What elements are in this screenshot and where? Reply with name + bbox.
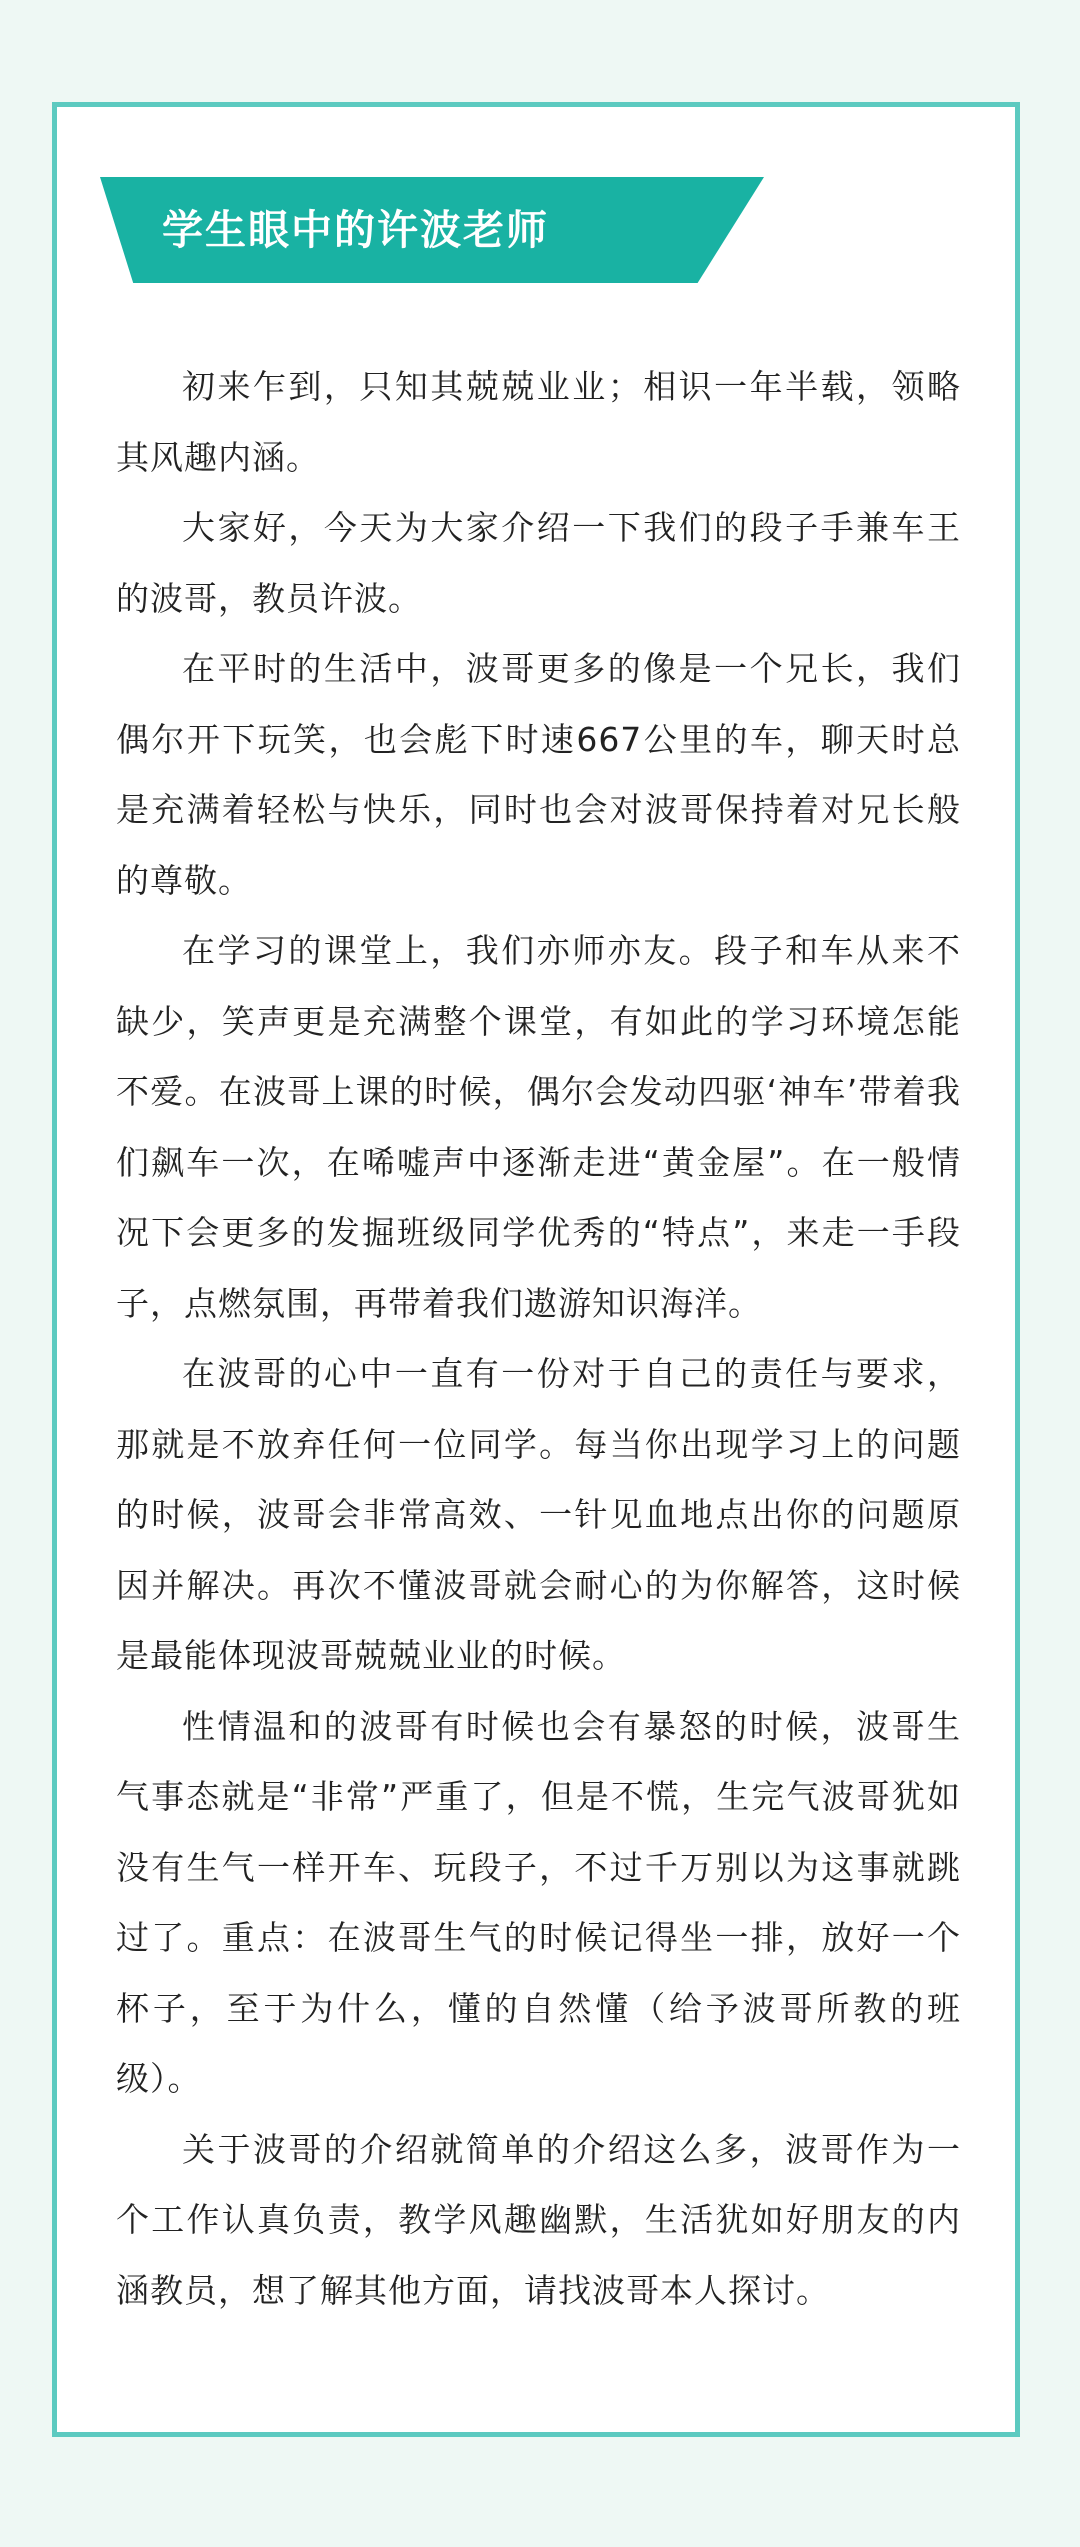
paragraph-2: 大家好，今天为大家介绍一下我们的段子手兼车王的波哥，教员许波。 [116,508,961,618]
article-body [116,352,961,2326]
paragraph-7: 关于波哥的介绍就简单的介绍这么多，波哥作为一个工作认真负责，教学风趣幽默，生活犹如好朋友的内涵教员，想了解其他方面，请找波哥本人探讨。 [116,2129,961,2310]
paragraph-4: 在学习的课堂上，我们亦师亦友。段子和车从来不缺少，笑声更是充满整个课堂，有如此的学习环境怎能不爱。在波哥上课的时候，偶尔会发动四驱‘神车’带着我们飙车一次，在唏嘘声中逐渐走进“黄金屋”。在一般情况下会更多的发掘班级同学优秀的“特点”，来走一手段子，点燃氛围，再带着我们遨游知识海洋。 [116,931,961,1323]
article-title: 学生眼中的许波老师 [162,206,549,254]
paragraph-6: 性情温和的波哥有时候也会有暴怒的时候，波哥生气事态就是“非常”严重了，但是不慌，生完气波哥犹如没有生气一样开车、玩段子，不过千万别以为这事就跳过了。重点：在波哥生气的时候记得坐一排，放好一个杯子，至于为什么，懂的自然懂（给予波哥所教的班级）。 [116,1706,961,2098]
paragraph-3: 在平时的生活中，波哥更多的像是一个兄长，我们偶尔开下玩笑，也会彪下时速667公里的车，聊天时总是充满着轻松与快乐，同时也会对波哥保持着对兄长般的尊敬。 [116,649,961,900]
paragraph-5: 在波哥的心中一直有一份对于自己的责任与要求，那就是不放弃任何一位同学。每当你出现学习上的问题的时候，波哥会非常高效、一针见血地点出你的问题原因并解决。再次不懂波哥就会耐心的为你解答，这时候是最能体现波哥兢兢业业的时候。 [116,1354,961,1675]
paragraph-1: 初来乍到，只知其兢兢业业；相识一年半载，领略其风趣内涵。 [116,367,961,477]
